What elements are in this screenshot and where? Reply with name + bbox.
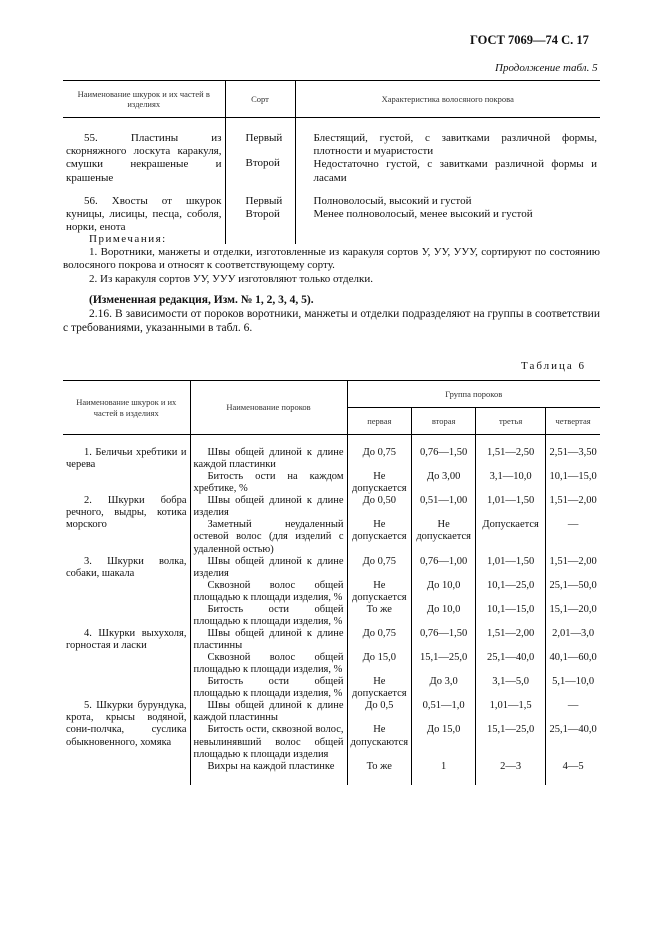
t6-group-1-value: Не допускается <box>347 580 412 604</box>
table-row <box>63 495 600 519</box>
t6-group-2-value: Не допускается <box>412 519 476 555</box>
t6-group-1-value: До 0,5 <box>347 700 412 724</box>
t6-group-2-value: До 3,00 <box>412 471 476 495</box>
t6-defect: Швы общей длиной к длине изделия <box>190 556 347 580</box>
t6-group-2-value: До 15,0 <box>412 724 476 760</box>
t6-defect: Швы общей длиной к длине пластинны <box>190 628 347 652</box>
t6-defect: Швы общей длиной к длине каждой пластинки <box>190 447 347 471</box>
t6-group-4-value: 40,1—60,0 <box>546 652 600 676</box>
t6-group-2-value: 0,51—1,00 <box>412 495 476 519</box>
t6-defect: Швы общей длиной к длине каждой пластинны <box>190 700 347 724</box>
t6-group-4-value: 2,01—3,0 <box>546 628 600 652</box>
t6-group-3-value: 25,1—40,0 <box>476 652 546 676</box>
t6-group-4-value: 1,51—2,00 <box>546 556 600 580</box>
t6-group-3-value: 1,01—1,50 <box>476 556 546 580</box>
t6-header-group-3: третья <box>476 408 546 435</box>
table-row <box>63 556 600 580</box>
t5-grade: Второй <box>245 157 280 170</box>
t5-grade: Первый <box>245 194 283 207</box>
t6-group-4-value: 4—5 <box>546 761 600 773</box>
t5-header-name: Наименование шкурок и их частей в изделиях <box>63 81 225 118</box>
t6-header-defect: Наименование пороков <box>190 381 347 435</box>
t6-header-name: Наименование шкурок и их частей в изделиях <box>63 381 190 435</box>
t6-group-1-value: До 0,75 <box>347 556 412 580</box>
t6-group-2-value: 0,76—1,00 <box>412 556 476 580</box>
t6-group-3-value: 3,1—10,0 <box>476 471 546 495</box>
t6-group-2-value: 0,51—1,0 <box>412 700 476 724</box>
t6-group-2-value: 0,76—1,50 <box>412 628 476 652</box>
table-row <box>63 628 600 652</box>
t6-group-4-value: 2,51—3,50 <box>546 447 600 471</box>
clause-2-16: 2.16. В зависимости от пороков воротники, манжеты и отделки подразделяют на группы в соответствии с требованиями, указанными в табл. 6. <box>63 307 600 334</box>
t6-group-1-value: Не допускается <box>347 471 412 495</box>
t6-group-1-value: Не допускается <box>347 676 412 700</box>
table-6 <box>63 380 600 785</box>
t6-group-3-value: 15,1—25,0 <box>476 724 546 760</box>
t6-item-name: 3. Шкурки волка, собаки, шакала <box>66 555 187 579</box>
table-row <box>63 132 600 185</box>
t5-characteristic: Блестящий, густой, с завитками различной формы, плотности и муаристости <box>313 132 597 158</box>
t6-group-3-value: 1,01—1,50 <box>476 495 546 519</box>
table-5 <box>63 80 600 244</box>
t6-group-3-value: 3,1—5,0 <box>476 676 546 700</box>
t6-group-3-value: 1,01—1,5 <box>476 700 546 724</box>
t6-group-4-value: 1,51—2,00 <box>546 495 600 519</box>
t6-header-group-2: вторая <box>412 408 476 435</box>
t6-group-4-value: 25,1—50,0 <box>546 580 600 604</box>
t6-group-4-value: 5,1—10,0 <box>546 676 600 700</box>
notes <box>63 233 600 286</box>
t6-defect: Битость ости, сквозной волос, невылинявший волос общей площадью к площади изделия <box>190 724 347 760</box>
t5-grade: Второй <box>245 207 280 220</box>
t6-group-4-value: — <box>546 700 600 724</box>
t6-group-1-value: До 15,0 <box>347 652 412 676</box>
t6-group-1-value: То же <box>347 761 412 773</box>
t6-group-3-value: 10,1—25,0 <box>476 580 546 604</box>
t6-defect: Битость ости общей площадью к площади изделия, % <box>190 676 347 700</box>
t6-group-1-value: Не допускается <box>347 519 412 555</box>
t6-group-1-value: До 0,50 <box>347 495 412 519</box>
note-item: 2. Из каракуля сортов УУ, УУУ изготовляют только отделки. <box>89 272 373 285</box>
t6-defect: Битость ости общей площадью к площади изделия, % <box>190 604 347 628</box>
t5-characteristic: Недостаточно густой, с завитками различной формы и ласами <box>313 158 597 184</box>
t6-header-group: Группа пороков <box>347 381 600 408</box>
notes-title: Примечания: <box>89 233 167 245</box>
t6-defect: Швы общей длиной к длине изделия <box>190 495 347 519</box>
t6-group-2-value: 1 <box>412 761 476 773</box>
table-continuation-label: Продолжение табл. 5 <box>495 62 598 74</box>
t5-header-characteristics: Характеристика волосяного покрова <box>295 81 600 118</box>
table-row <box>63 447 600 471</box>
t6-defect: Вихры на каждой пластинке <box>190 761 347 773</box>
t6-group-3-value: 1,51—2,00 <box>476 628 546 652</box>
t6-defect: Битость ости на каждом хребтике, % <box>190 471 347 495</box>
t5-characteristic: Полноволосый, высокий и густой <box>313 194 472 207</box>
t6-group-1-value: Не допускаются <box>347 724 412 760</box>
t6-group-2-value: 0,76—1,50 <box>412 447 476 471</box>
t6-group-1-value: До 0,75 <box>347 628 412 652</box>
t6-item-name: 5. Шкурки бурундука, крота, крысы водяной, сони-полчка, суслика обыкновенного, хомяка <box>66 700 187 748</box>
amendment-note: (Измененная редакция, Изм. № 1, 2, 3, 4, 5). <box>89 294 314 306</box>
t6-group-3-value: 1,51—2,50 <box>476 447 546 471</box>
t5-row-name: 56. Хвосты от шкурок куницы, лисицы, песца, соболя, норки, енота <box>66 194 222 234</box>
t6-group-1-value: До 0,75 <box>347 447 412 471</box>
t5-header-grade: Сорт <box>225 81 295 118</box>
table-row <box>63 700 600 724</box>
t5-grade: Первый <box>245 132 283 144</box>
t6-group-1-value: То же <box>347 604 412 628</box>
t6-defect: Сквозной волос общей площадью к площади изделия, % <box>190 652 347 676</box>
table-row <box>63 195 600 235</box>
t6-group-2-value: До 3,0 <box>412 676 476 700</box>
t6-item-name: 1. Беличьи хребтики и черева <box>66 447 187 471</box>
t6-group-2-value: До 10,0 <box>412 604 476 628</box>
amendment-block <box>63 294 600 335</box>
t5-row-name: 55. Пластины из скорняжного лоскута каракуля, смушки некрашеные и крашеные <box>66 132 222 184</box>
t6-defect: Сквозной волос общей площадью к площади изделия, % <box>190 580 347 604</box>
t6-group-4-value: 10,1—15,0 <box>546 471 600 495</box>
note-item: 1. Воротники, манжеты и отделки, изготовленные из каракуля сортов У, УУ, УУУ, сортируют по состоянию волосяного покрова и относят к соответствующему сорту. <box>63 246 600 272</box>
t6-group-2-value: До 10,0 <box>412 580 476 604</box>
t6-group-4-value: 25,1—40,0 <box>546 724 600 760</box>
t6-group-4-value: — <box>546 519 600 555</box>
page-header: ГОСТ 7069—74 С. 17 <box>470 33 589 47</box>
t5-characteristic: Менее полноволосый, менее высокий и густой <box>313 207 533 220</box>
t6-group-2-value: 15,1—25,0 <box>412 652 476 676</box>
t6-group-3-value: 2—3 <box>476 761 546 773</box>
t6-item-name: 4. Шкурки выхухоля, горностая и ласки <box>66 627 187 651</box>
t6-item-name: 2. Шкурки бобра речного, выдры, котика морского <box>66 495 187 531</box>
t6-group-3-value: Допускается <box>476 519 546 555</box>
t6-group-3-value: 10,1—15,0 <box>476 604 546 628</box>
table-6-label: Таблица 6 <box>521 360 587 372</box>
t6-group-4-value: 15,1—20,0 <box>546 604 600 628</box>
t6-header-group-4: четвертая <box>546 408 600 435</box>
t6-defect: Заметный неудаленный остевой волос (для изделий с удаленной остью) <box>190 519 347 555</box>
t6-header-group-1: первая <box>347 408 412 435</box>
